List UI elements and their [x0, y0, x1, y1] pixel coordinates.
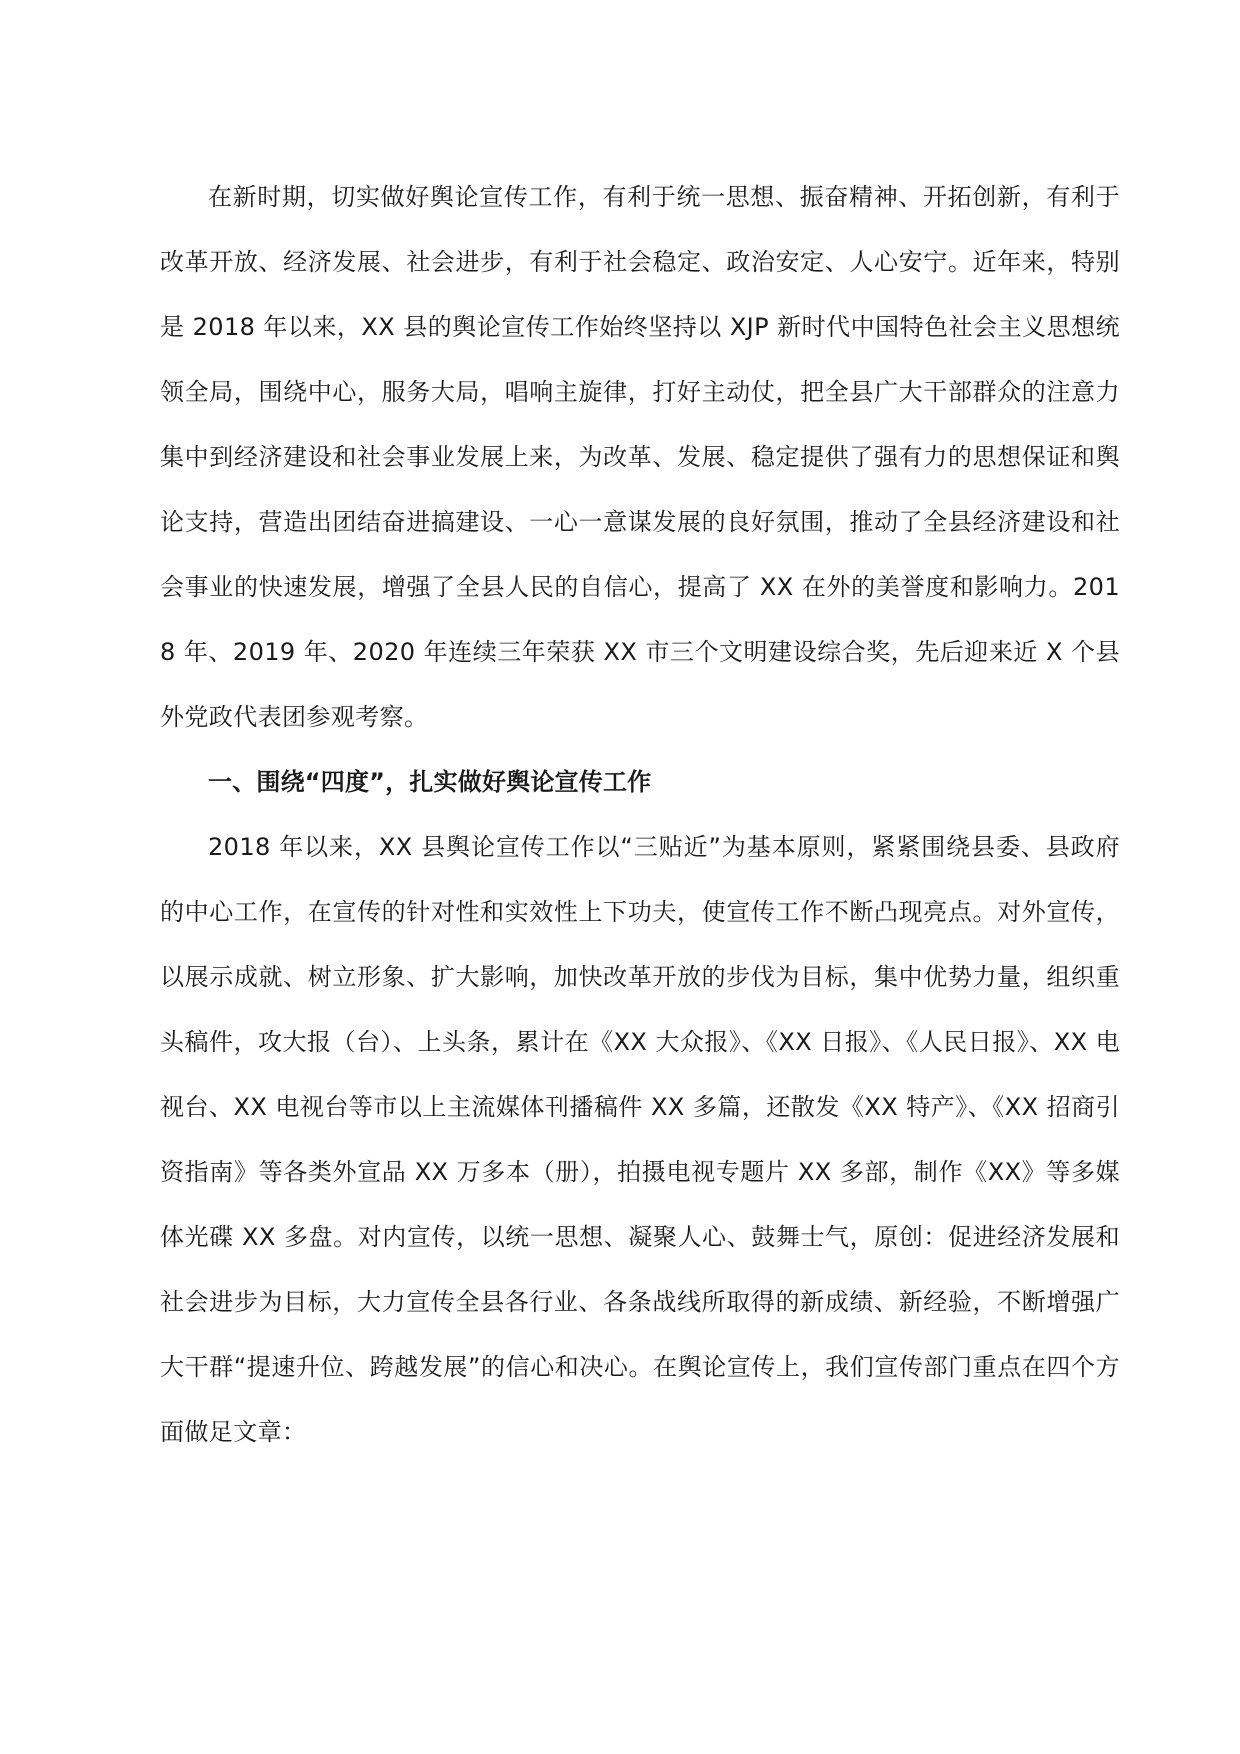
- section-heading: 一、围绕“四度”，扎实做好舆论宣传工作: [208, 768, 652, 796]
- document-body: [160, 165, 1120, 1465]
- intro-paragraph: 在新时期，切实做好舆论宣传工作，有利于统一思想、振奋精神、开拓创新，有利于改革开放、经济发展、社会进步，有利于社会稳定、政治安定、人心安宁。近年来，特别是 2018 年以来，XX 县的舆论宣传工作始终坚持以 XJP 新时代中国特色社会主义思想统领全局，围绕中心，服务大局，唱响主旋律，打好主动仗，把全县广大干部群众的注意力集中到经济建设和社会事业发展上来，为改革、发展、稳定提供了强有力的思想保证和舆论支持，营造出团结奋进搞建设、一心一意谋发展的良好氛围，推动了全县经济建设和社会事业的快速发展，增强了全县人民的自信心，提高了 XX 在外的美誉度和影响力。2018 年、2019 年、2020 年连续三年荣获 XX 市三个文明建设综合奖，先后迎来近 X 个县外党政代表团参观考察。: [160, 183, 1120, 731]
- section-paragraph: 2018 年以来，XX 县舆论宣传工作以“三贴近”为基本原则，紧紧围绕县委、县政府的中心工作，在宣传的针对性和实效性上下功夫，使宣传工作不断凸现亮点。对外宣传，以展示成就、树立形象、扩大影响，加快改革开放的步伐为目标，集中优势力量，组织重头稿件，攻大报（台）、上头条，累计在《XX 大众报》、《XX 日报》、《人民日报》、XX 电视台、XX 电视台等市以上主流媒体刊播稿件 XX 多篇，还散发《XX 特产》、《XX 招商引资指南》等各类外宣品 XX 万多本（册），拍摄电视专题片 XX 多部，制作《XX》等多媒体光碟 XX 多盘。对内宣传，以统一思想、凝聚人心、鼓舞士气，原创：促进经济发展和社会进步为目标，大力宣传全县各行业、各条战线所取得的新成绩、新经验，不断增强广大干群“提速升位、跨越发展”的信心和决心。在舆论宣传上，我们宣传部门重点在四个方面做足文章：: [160, 833, 1120, 1446]
